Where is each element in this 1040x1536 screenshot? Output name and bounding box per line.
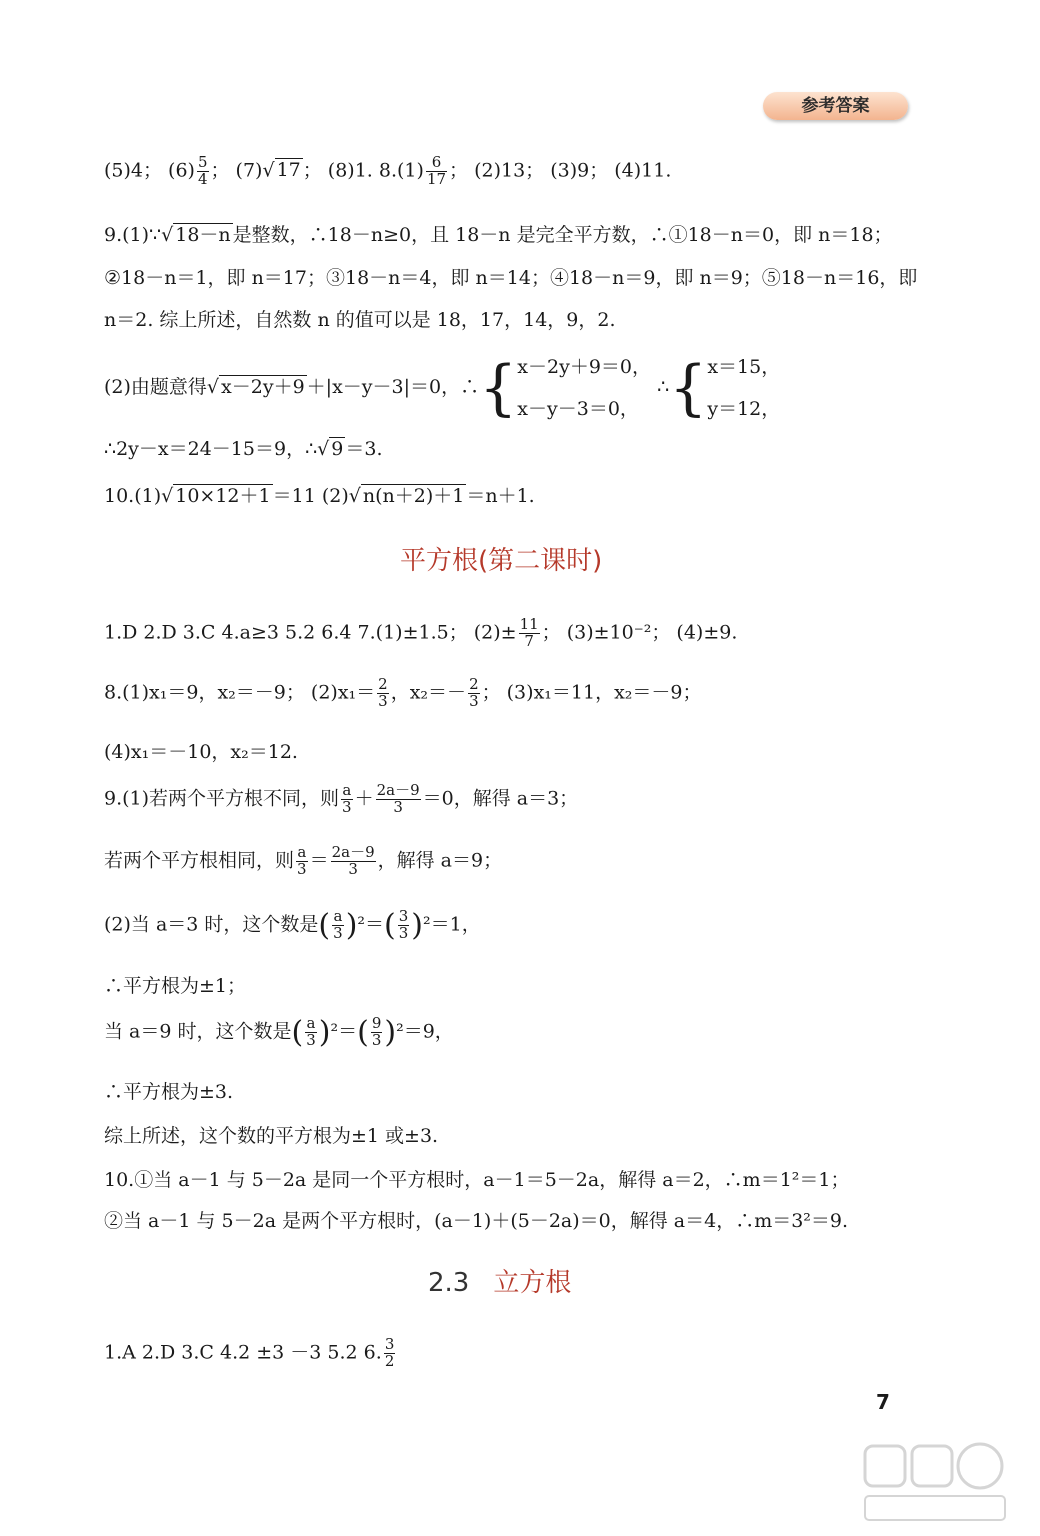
answer-line-10a: 10.①当 a－1 与 5－2a 是同一个平方根时，a－1＝5－2a，解得 a＝2，∴m＝1²＝1； [104, 1169, 850, 1191]
fraction: $\frac{2a-9}{3}$ [331, 843, 375, 878]
answer-line-cube-root: 1.A 2.D 3.C 4.2 ±3 －3 5.2 6. $\frac{3}{2}$ [104, 1335, 395, 1370]
answer-line-9-1b: 9.(1)若两个平方根不同，则 $\frac{a}{3}$ ＋ $\frac{2a-9}{3}$ ＝0，解得 a＝3； [104, 781, 579, 816]
fraction: $\frac{a}{3}$ [342, 781, 352, 816]
fraction: $\frac{2}{3}$ [469, 675, 479, 710]
fraction: $\frac{3}{2}$ [384, 1335, 395, 1370]
answer-key-badge: 参考答案 [763, 92, 908, 120]
section-heading-cube-root: 2.3 立方根 [428, 1268, 572, 1298]
answer-line-9-2a: (2)当 a＝3 时，这个数是( $\frac{a}{3}$ )²＝( $\frac{3}{3}$ )²＝1， [104, 907, 481, 943]
answer-line-9-2b: ∴平方根为±1； [104, 975, 247, 997]
answer-line-8-4: (4)x₁＝－10，x₂＝12. [104, 741, 298, 763]
answer-line-10: 10.(1)√ 10×12＋1 ＝11 (2)√ n(n＋2)＋1 ＝n＋1. [104, 485, 535, 507]
answer-line-9-2: ②18－n＝1，即 n＝17；③18－n＝4，即 n＝14；④18－n＝9，即 n＝9；⑤18－n＝16，即 [104, 267, 918, 289]
fraction: $\frac{2a-9}{3}$ [376, 781, 420, 816]
answer-line-9-1: 9.(1)∵√ 18－n 是整数，∴18－n≥0，且 18－n 是完全平方数，∴①18－n＝0，即 n＝18； [104, 224, 893, 246]
page-number: 7 [876, 1390, 890, 1414]
answer-line-9-2c: 当 a＝9 时，这个数是( $\frac{a}{3}$ )²＝( $\frac{9}{3}$ )²＝9， [104, 1014, 454, 1050]
fraction: $\frac{a}{3}$ [297, 843, 307, 878]
answer-line-9-system: (2)由题意得√ x－2y＋9 ＋|x－y－3|＝0，∴{ x－2y＋9＝0， x－y－3＝0， ∴{ x＝15， y＝12， [104, 346, 780, 430]
fraction: $\frac{2}{3}$ [378, 675, 388, 710]
equation-system: { x＝15， y＝12， [669, 353, 781, 423]
answer-line-8: 8.(1)x₁＝9，x₂＝－9； (2)x₁＝ $\frac{2}{3}$ ，x₂＝－ $\frac{2}{3}$ ； (3)x₁＝11，x₂＝－9； [104, 675, 702, 710]
section-heading-square-root-2: 平方根(第二课时) [400, 546, 603, 576]
equation-system: { x－2y＋9＝0， x－y－3＝0， [479, 353, 652, 423]
fraction: $\frac{5}{4}$ [197, 153, 208, 188]
fraction: $\frac{6}{17}$ [426, 153, 447, 188]
fraction: $\frac{3}{3}$ [398, 907, 409, 942]
answer-line-9-summary: 综上所述，这个数的平方根为±1 或±3. [104, 1125, 439, 1147]
fraction: $\frac{11}{7}$ [519, 615, 539, 650]
answer-line-10b: ②当 a－1 与 5－2a 是两个平方根时，(a－1)＋(5－2a)＝0，解得 a＝4，∴m＝3²＝9. [104, 1210, 849, 1232]
answer-line-1-7: 1.D 2.D 3.C 4.a≥3 5.2 6.4 7.(1)±1.5； (2)± $\frac{11}{7}$ ； (3)±10⁻²； (4)±9. [104, 615, 738, 650]
watermark-logo [860, 1436, 1010, 1526]
fraction: $\frac{9}{3}$ [371, 1014, 382, 1049]
answer-line-9-3: n＝2. 综上所述，自然数 n 的值可以是 18，17，14，9，2. [104, 309, 616, 331]
answer-line-9-2d: ∴平方根为±3. [104, 1081, 234, 1103]
fraction: $\frac{a}{3}$ [306, 1014, 316, 1049]
answer-line-9-1c: 若两个平方根相同，则 $\frac{a}{3}$ ＝ $\frac{2a-9}{3}$ ，解得 a＝9； [104, 843, 503, 878]
answer-line-1: (5)4； (6) $\frac{5}{4}$ ； (7)√ 17 ； (8)1. 8.(1) $\frac{6}{17}$ ； (2)13； (3)9； (4)11. [104, 153, 672, 188]
answer-line-9-result: ∴2y－x＝24－15＝9，∴√ 9 ＝3. [104, 438, 383, 460]
fraction: $\frac{a}{3}$ [333, 907, 343, 942]
